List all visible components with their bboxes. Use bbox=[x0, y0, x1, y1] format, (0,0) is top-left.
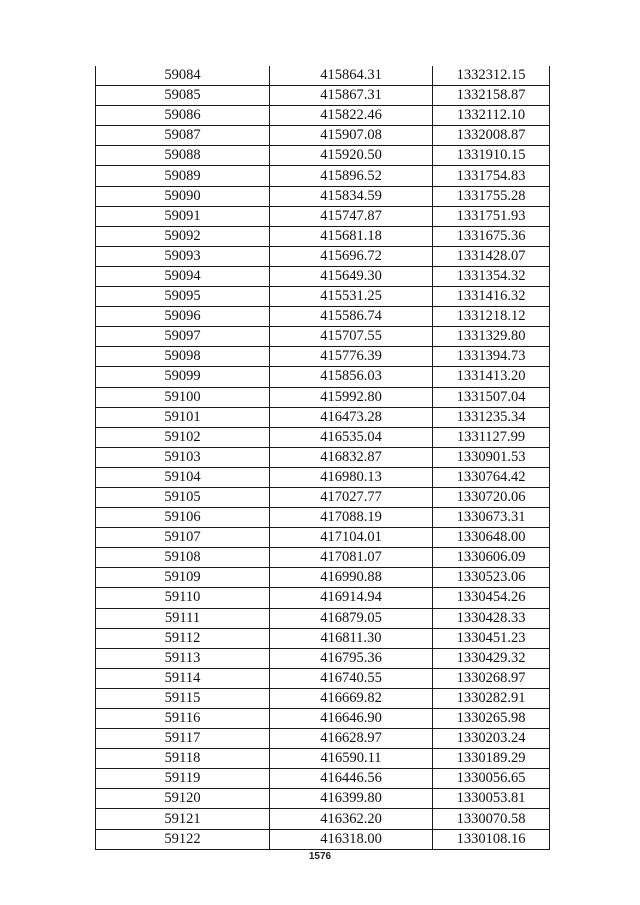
table-row bbox=[96, 206, 550, 226]
table-row bbox=[96, 287, 550, 307]
point-id-cell: 59110 bbox=[96, 588, 270, 608]
point-id-cell: 59087 bbox=[96, 126, 270, 146]
y-coordinate-cell: 1332158.87 bbox=[433, 86, 550, 106]
x-coordinate-cell: 415696.72 bbox=[270, 246, 433, 266]
x-coordinate-cell: 415907.08 bbox=[270, 126, 433, 146]
table-row bbox=[96, 327, 550, 347]
x-coordinate-cell: 415681.18 bbox=[270, 226, 433, 246]
x-coordinate-cell: 415707.55 bbox=[270, 327, 433, 347]
point-id-cell: 59091 bbox=[96, 206, 270, 226]
y-coordinate-cell: 1331751.93 bbox=[433, 206, 550, 226]
table-row bbox=[96, 729, 550, 749]
y-coordinate-cell: 1331329.80 bbox=[433, 327, 550, 347]
table-row bbox=[96, 688, 550, 708]
table-row bbox=[96, 66, 550, 86]
table-row bbox=[96, 548, 550, 568]
x-coordinate-cell: 416446.56 bbox=[270, 769, 433, 789]
y-coordinate-cell: 1330901.53 bbox=[433, 447, 550, 467]
table-row bbox=[96, 387, 550, 407]
y-coordinate-cell: 1331428.07 bbox=[433, 246, 550, 266]
point-id-cell: 59089 bbox=[96, 166, 270, 186]
x-coordinate-cell: 416318.00 bbox=[270, 829, 433, 849]
y-coordinate-cell: 1330108.16 bbox=[433, 829, 550, 849]
point-id-cell: 59112 bbox=[96, 628, 270, 648]
point-id-cell: 59096 bbox=[96, 307, 270, 327]
y-coordinate-cell: 1330189.29 bbox=[433, 749, 550, 769]
y-coordinate-cell: 1331507.04 bbox=[433, 387, 550, 407]
table-row bbox=[96, 628, 550, 648]
x-coordinate-cell: 416362.20 bbox=[270, 809, 433, 829]
y-coordinate-cell: 1330451.23 bbox=[433, 628, 550, 648]
point-id-cell: 59120 bbox=[96, 789, 270, 809]
x-coordinate-cell: 415856.03 bbox=[270, 367, 433, 387]
table-row bbox=[96, 809, 550, 829]
y-coordinate-cell: 1332008.87 bbox=[433, 126, 550, 146]
table-row bbox=[96, 246, 550, 266]
point-id-cell: 59105 bbox=[96, 487, 270, 507]
point-id-cell: 59116 bbox=[96, 709, 270, 729]
table-row bbox=[96, 307, 550, 327]
y-coordinate-cell: 1330720.06 bbox=[433, 487, 550, 507]
y-coordinate-cell: 1330454.26 bbox=[433, 588, 550, 608]
point-id-cell: 59084 bbox=[96, 66, 270, 86]
point-id-cell: 59121 bbox=[96, 809, 270, 829]
y-coordinate-cell: 1332312.15 bbox=[433, 66, 550, 86]
y-coordinate-cell: 1330648.00 bbox=[433, 528, 550, 548]
y-coordinate-cell: 1331354.32 bbox=[433, 266, 550, 286]
point-id-cell: 59090 bbox=[96, 186, 270, 206]
point-id-cell: 59109 bbox=[96, 568, 270, 588]
x-coordinate-cell: 416590.11 bbox=[270, 749, 433, 769]
y-coordinate-cell: 1331910.15 bbox=[433, 146, 550, 166]
point-id-cell: 59115 bbox=[96, 688, 270, 708]
x-coordinate-cell: 416811.30 bbox=[270, 628, 433, 648]
point-id-cell: 59102 bbox=[96, 427, 270, 447]
y-coordinate-cell: 1330053.81 bbox=[433, 789, 550, 809]
y-coordinate-cell: 1331235.34 bbox=[433, 407, 550, 427]
point-id-cell: 59097 bbox=[96, 327, 270, 347]
point-id-cell: 59093 bbox=[96, 246, 270, 266]
x-coordinate-cell: 415649.30 bbox=[270, 266, 433, 286]
table-row bbox=[96, 528, 550, 548]
table-row bbox=[96, 467, 550, 487]
x-coordinate-cell: 416473.28 bbox=[270, 407, 433, 427]
y-coordinate-cell: 1330070.58 bbox=[433, 809, 550, 829]
table-row bbox=[96, 146, 550, 166]
point-id-cell: 59117 bbox=[96, 729, 270, 749]
table-row bbox=[96, 508, 550, 528]
point-id-cell: 59099 bbox=[96, 367, 270, 387]
y-coordinate-cell: 1330673.31 bbox=[433, 508, 550, 528]
x-coordinate-cell: 416879.05 bbox=[270, 608, 433, 628]
point-id-cell: 59100 bbox=[96, 387, 270, 407]
table-row bbox=[96, 106, 550, 126]
table-row bbox=[96, 407, 550, 427]
x-coordinate-cell: 416740.55 bbox=[270, 668, 433, 688]
y-coordinate-cell: 1330203.24 bbox=[433, 729, 550, 749]
y-coordinate-cell: 1330056.65 bbox=[433, 769, 550, 789]
table-row bbox=[96, 226, 550, 246]
table-row bbox=[96, 709, 550, 729]
y-coordinate-cell: 1330265.98 bbox=[433, 709, 550, 729]
y-coordinate-cell: 1331675.36 bbox=[433, 226, 550, 246]
x-coordinate-cell: 415834.59 bbox=[270, 186, 433, 206]
point-id-cell: 59106 bbox=[96, 508, 270, 528]
coordinate-table bbox=[95, 66, 550, 850]
table-row bbox=[96, 608, 550, 628]
x-coordinate-cell: 415920.50 bbox=[270, 146, 433, 166]
point-id-cell: 59104 bbox=[96, 467, 270, 487]
x-coordinate-cell: 416628.97 bbox=[270, 729, 433, 749]
point-id-cell: 59098 bbox=[96, 347, 270, 367]
y-coordinate-cell: 1330764.42 bbox=[433, 467, 550, 487]
point-id-cell: 59092 bbox=[96, 226, 270, 246]
y-coordinate-cell: 1330282.91 bbox=[433, 688, 550, 708]
x-coordinate-cell: 415896.52 bbox=[270, 166, 433, 186]
table-row bbox=[96, 789, 550, 809]
point-id-cell: 59111 bbox=[96, 608, 270, 628]
point-id-cell: 59122 bbox=[96, 829, 270, 849]
x-coordinate-cell: 417088.19 bbox=[270, 508, 433, 528]
table-row bbox=[96, 588, 550, 608]
x-coordinate-cell: 415864.31 bbox=[270, 66, 433, 86]
x-coordinate-cell: 417081.07 bbox=[270, 548, 433, 568]
x-coordinate-cell: 415867.31 bbox=[270, 86, 433, 106]
y-coordinate-cell: 1331754.83 bbox=[433, 166, 550, 186]
x-coordinate-cell: 416795.36 bbox=[270, 648, 433, 668]
y-coordinate-cell: 1330428.33 bbox=[433, 608, 550, 628]
table-row bbox=[96, 367, 550, 387]
x-coordinate-cell: 416646.90 bbox=[270, 709, 433, 729]
x-coordinate-cell: 415822.46 bbox=[270, 106, 433, 126]
point-id-cell: 59101 bbox=[96, 407, 270, 427]
point-id-cell: 59119 bbox=[96, 769, 270, 789]
table-row bbox=[96, 86, 550, 106]
point-id-cell: 59085 bbox=[96, 86, 270, 106]
x-coordinate-cell: 416980.13 bbox=[270, 467, 433, 487]
point-id-cell: 59088 bbox=[96, 146, 270, 166]
point-id-cell: 59094 bbox=[96, 266, 270, 286]
table-row bbox=[96, 166, 550, 186]
point-id-cell: 59107 bbox=[96, 528, 270, 548]
point-id-cell: 59114 bbox=[96, 668, 270, 688]
x-coordinate-cell: 416669.82 bbox=[270, 688, 433, 708]
point-id-cell: 59113 bbox=[96, 648, 270, 668]
table-row bbox=[96, 447, 550, 467]
table-row bbox=[96, 568, 550, 588]
y-coordinate-cell: 1331413.20 bbox=[433, 367, 550, 387]
x-coordinate-cell: 416832.87 bbox=[270, 447, 433, 467]
x-coordinate-cell: 415992.80 bbox=[270, 387, 433, 407]
y-coordinate-cell: 1332112.10 bbox=[433, 106, 550, 126]
table-row bbox=[96, 668, 550, 688]
x-coordinate-cell: 415586.74 bbox=[270, 307, 433, 327]
point-id-cell: 59108 bbox=[96, 548, 270, 568]
x-coordinate-cell: 416535.04 bbox=[270, 427, 433, 447]
y-coordinate-cell: 1331755.28 bbox=[433, 186, 550, 206]
table-row bbox=[96, 427, 550, 447]
x-coordinate-cell: 416914.94 bbox=[270, 588, 433, 608]
y-coordinate-cell: 1330523.06 bbox=[433, 568, 550, 588]
y-coordinate-cell: 1330429.32 bbox=[433, 648, 550, 668]
point-id-cell: 59118 bbox=[96, 749, 270, 769]
point-id-cell: 59086 bbox=[96, 106, 270, 126]
x-coordinate-cell: 415776.39 bbox=[270, 347, 433, 367]
table-row bbox=[96, 749, 550, 769]
x-coordinate-cell: 416399.80 bbox=[270, 789, 433, 809]
table-row bbox=[96, 487, 550, 507]
y-coordinate-cell: 1330606.09 bbox=[433, 548, 550, 568]
page-number: 1576 bbox=[308, 851, 332, 862]
table-row bbox=[96, 829, 550, 849]
x-coordinate-cell: 415531.25 bbox=[270, 287, 433, 307]
y-coordinate-cell: 1331127.99 bbox=[433, 427, 550, 447]
point-id-cell: 59103 bbox=[96, 447, 270, 467]
point-id-cell: 59095 bbox=[96, 287, 270, 307]
x-coordinate-cell: 416990.88 bbox=[270, 568, 433, 588]
y-coordinate-cell: 1330268.97 bbox=[433, 668, 550, 688]
coordinate-table-body bbox=[96, 66, 550, 849]
x-coordinate-cell: 417104.01 bbox=[270, 528, 433, 548]
table-row bbox=[96, 347, 550, 367]
x-coordinate-cell: 415747.87 bbox=[270, 206, 433, 226]
table-row bbox=[96, 186, 550, 206]
y-coordinate-cell: 1331218.12 bbox=[433, 307, 550, 327]
y-coordinate-cell: 1331416.32 bbox=[433, 287, 550, 307]
y-coordinate-cell: 1331394.73 bbox=[433, 347, 550, 367]
table-row bbox=[96, 769, 550, 789]
table-row bbox=[96, 126, 550, 146]
table-row bbox=[96, 266, 550, 286]
table-row bbox=[96, 648, 550, 668]
x-coordinate-cell: 417027.77 bbox=[270, 487, 433, 507]
